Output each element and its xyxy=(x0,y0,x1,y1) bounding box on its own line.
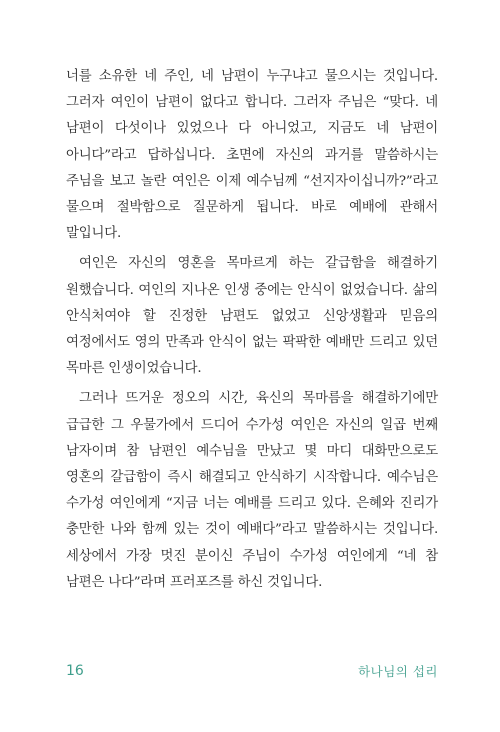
body-text xyxy=(66,64,438,600)
paragraph-1: 너를 소유한 네 주인, 네 남편이 누구냐고 물으시는 것입니다. 그러자 여인이 남편이 없다고 합니다. 그러자 주님은 “맞다. 네 남편이 다섯이나 있었으나 다 아니었고, 지금도 네 남편이 아니다”라고 답하십니다. 초면에 자신의 과거를 말씀하시는 주님을 보고 놀란 여인은 이제 예수님께 “선지자이십니까?”라고 물으며 절박함으로 질문하게 됩니다. 바로 예배에 관해서 말입니다. xyxy=(66,69,438,242)
page-number: 16 xyxy=(66,663,84,679)
running-title: 하나님의 섭리 xyxy=(358,664,438,679)
paragraph-3: 그러나 뜨거운 정오의 시간, 육신의 목마름을 해결하기에만 급급한 그 우물가에서 드디어 수가성 여인은 자신의 일곱 번째 남자이며 참 남편인 예수님을 만났고 몇 마디 대화만으로도 영혼의 갈급함이 즉시 해결되고 안식하기 시작합니다. 예수님은 수가성 여인에게 “지금 너는 예배를 드리고 있다. 은혜와 진리가 충만한 나와 함께 있는 것이 예배다”라고 말씀하시는 것입니다. 세상에서 가장 멋진 분이신 주님이 수가성 여인에게 “네 참 남편은 나다”라며 프러포즈를 하신 것입니다. xyxy=(66,391,438,590)
page-footer xyxy=(66,660,438,682)
paragraph-2: 여인은 자신의 영혼을 목마르게 하는 갈급함을 해결하기 원했습니다. 여인의 지나온 인생 중에는 안식이 없었습니다. 삶의 안식처여야 할 진정한 남편도 없었고 신앙생활과 믿음의 여정에서도 영의 만족과 안식이 없는 팍팍한 예배만 드리고 있던 목마른 인생이었습니다. xyxy=(66,256,438,377)
